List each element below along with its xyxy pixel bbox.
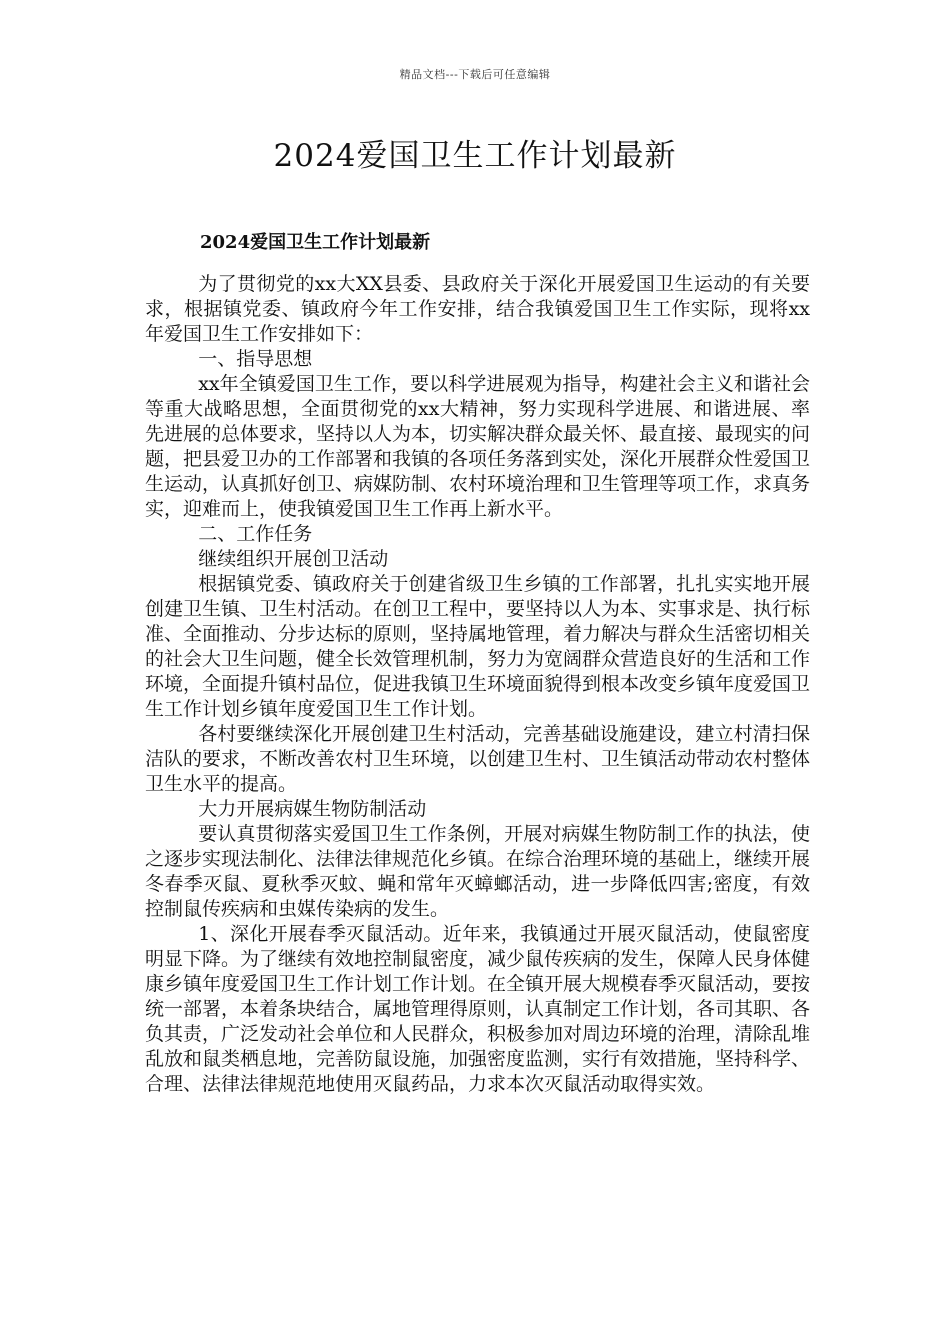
paragraph-health-campaign: 根据镇党委、镇政府关于创建省级卫生乡镇的工作部署，扎扎实实地开展创建卫生镇、卫生村活动。在创卫工程中，要坚持以人为本、实事求是、执行标准、全面推动、分步达标的原则，坚持属地管理，着力解决与群众生活密切相关的社会大卫生问题，健全长效管理机制，努力为宽阔群众营造良好的生活和工作环境，全面提升镇村品位，促进我镇卫生环境面貌得到根本改变乡镇年度爱国卫生工作计划乡镇年度爱国卫生工作计划。: [145, 573, 811, 720]
document-subtitle: 2024爱国卫生工作计划最新: [200, 232, 431, 253]
header-note: 精品文档---下载后可任意编辑: [399, 68, 551, 81]
section-heading-work-tasks: 二、工作任务: [198, 523, 313, 545]
section-heading-guiding-ideology: 一、指导思想: [198, 348, 313, 370]
paragraph-vector-control: 要认真贯彻落实爱国卫生工作条例，开展对病媒生物防制工作的执法，使之逐步实现法制化、法律法律规范化乡镇。在综合治理环境的基础上，继续开展冬春季灭鼠、夏秋季灭蚊、蝇和常年灭蟑螂活动，进一步降低四害;密度，有效控制鼠传疾病和虫媒传染病的发生。: [145, 823, 811, 920]
subheading-vector-control: 大力开展病媒生物防制活动: [198, 798, 427, 820]
subheading-health-campaign: 继续组织开展创卫活动: [198, 548, 389, 570]
paragraph-guiding-ideology: xx年全镇爱国卫生工作，要以科学进展观为指导，构建社会主义和谐社会等重大战略思想，全面贯彻党的xx大精神，努力实现科学进展、和谐进展、率先进展的总体要求，坚持以人为本，切实解决群众最关怀、最直接、最现实的问题，把县爱卫办的工作部署和我镇的各项任务落到实处，深化开展群众性爱国卫生运动，认真抓好创卫、病媒防制、农村环境治理和卫生管理等项工作，求真务实，迎难而上，使我镇爱国卫生工作再上新水平。: [145, 373, 811, 520]
document-title: 2024爱国卫生工作计划最新: [273, 138, 677, 174]
paragraph-rodent-control: 1、深化开展春季灭鼠活动。近年来，我镇通过开展灭鼠活动，使鼠密度明显下降。为了继续有效地控制鼠密度，减少鼠传疾病的发生，保障人民身体健康乡镇年度爱国卫生工作计划工作计划。在全镇开展大规模春季灭鼠活动，要按统一部署，本着条块结合，属地管理得原则，认真制定工作计划，各司其职、各负其责，广泛发动社会单位和人民群众，积极参加对周边环境的治理，清除乱堆乱放和鼠类栖息地，完善防鼠设施，加强密度监测，实行有效措施，坚持科学、合理、法律法律规范地使用灭鼠药品，力求本次灭鼠活动取得实效。: [145, 923, 811, 1095]
paragraph-intro: 为了贯彻党的xx大XX县委、县政府关于深化开展爱国卫生运动的有关要求，根据镇党委、镇政府今年工作安排，结合我镇爱国卫生工作实际，现将xx年爱国卫生工作安排如下：: [145, 273, 810, 345]
document-body: [145, 272, 810, 1097]
paragraph-village-campaign: 各村要继续深化开展创建卫生村活动，完善基础设施建设，建立村清扫保洁队的要求，不断改善农村卫生环境，以创建卫生村、卫生镇活动带动农村整体卫生水平的提高。: [145, 723, 811, 795]
